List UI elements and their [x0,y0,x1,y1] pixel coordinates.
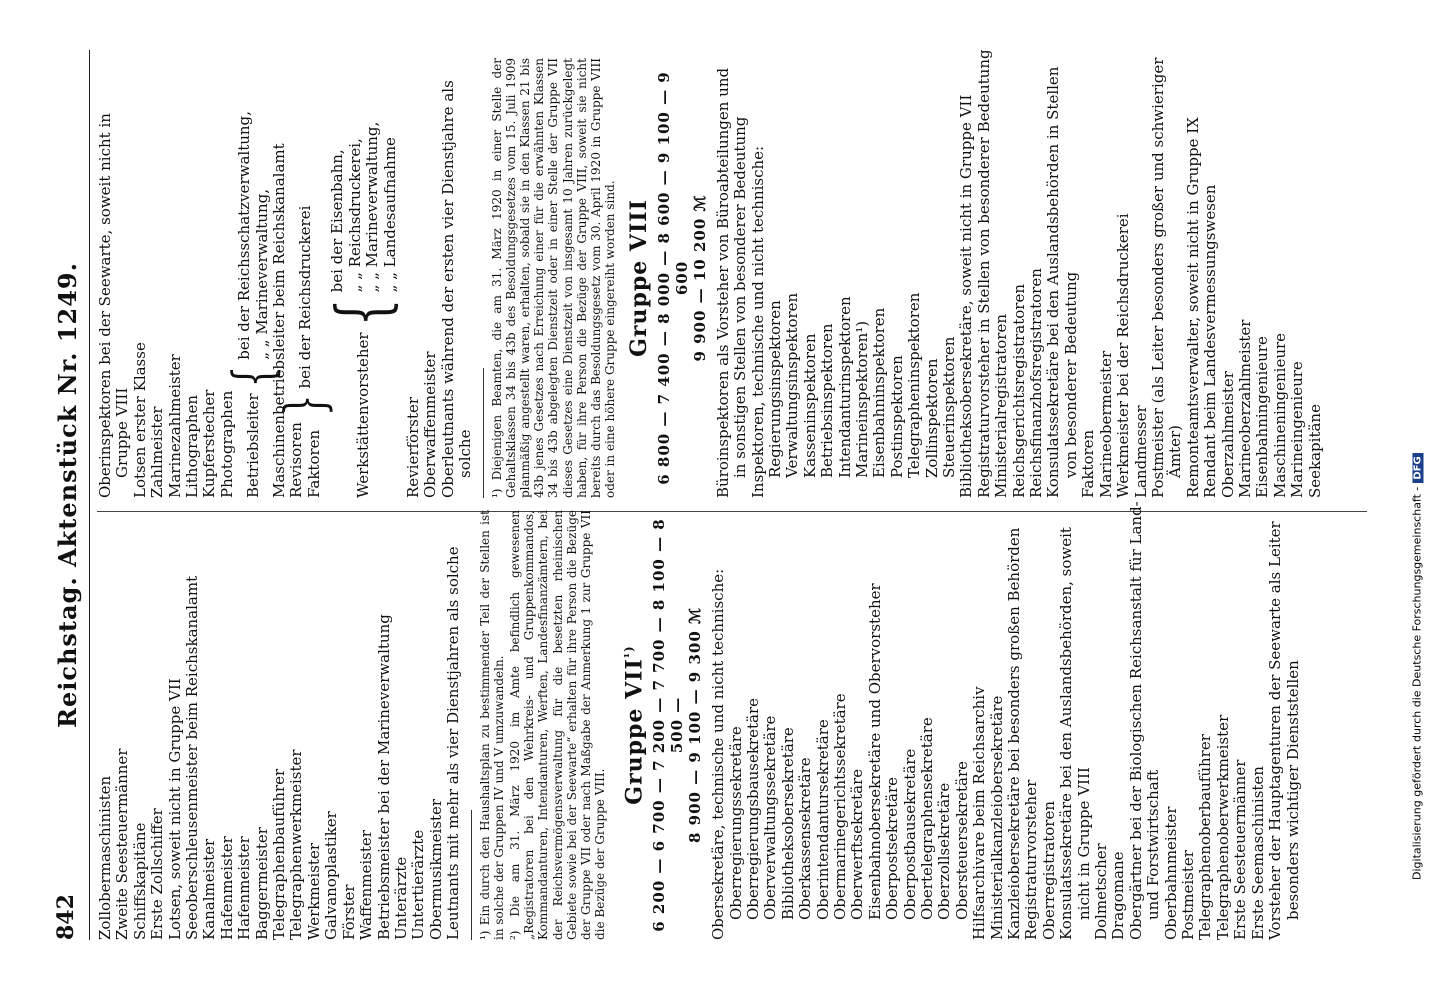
list-item: Remonteamtsverwalter, soweit nicht in Gruppe IX [1183,117,1202,498]
list-item: Obermusikmeister [426,798,445,940]
list-item: Dolmetscher [1092,843,1111,940]
list-item: Telegraphenoberbauführer [1196,734,1215,940]
list-item: Oberpostsekretäre [883,776,902,920]
list-item: Lotsen erster Klasse [130,342,149,498]
list-item: Oberregierungsbausekretäre [743,698,762,920]
betriebsleiter-items [236,111,271,360]
list-item: Marineinspektoren¹) [853,320,872,478]
salary-scale: 8 900 — 9 100 — 9 300 ℳ [686,606,705,844]
salary-scale: 6 200 — 6 700 — 7 200 — 7 700 — 8 100 — 8 500 — [650,518,687,932]
list-item: „ „ Marineverwaltung, [252,189,271,360]
list-item: Unterärzte [391,856,410,940]
group-title: Gruppe VIII [626,199,653,357]
group-footnote-marker: ¹) [622,645,637,659]
list-item: nicht in Gruppe VIII [1074,767,1093,920]
list-item: Faktoren [304,429,323,498]
list-item: Obermarinegerichtssekretäre [830,693,849,920]
side-credit-text [1411,120,1424,880]
list-item: Ministerialkanzleiobersekretäre [987,695,1006,940]
list-item: Maschinenbetriebsleiter beim Reichskanalamt [270,143,289,498]
list-item: „ „ Marineverwaltung, [363,121,382,293]
list-item: Lithographen [183,395,202,498]
list-item: Postmeister (als Leiter besonders großer und schwieriger [1148,57,1167,498]
footnote: ¹) Diejenigen Beamten, die am 31. März 1920 in einer Stelle der Gehaltsklassen 34 bis 43b des Besoldungsgesetzes vom 15. Juli 1909 planmäßig angestellt waren, erhalten, sobald sie in den Klassen 21 bis 43b jenes Gesetzes nach Erreichung einer für die erwähnten Klassen 34 bis 43b abgelegten Dienstzeit oder in einer Stelle der Gruppe VII dieses Gesetzes eine Dienstzeit von insgesamt 10 Jahren zurückgelegt haben, für ihre Person die Bezüge der Gruppe VIII, soweit sie nicht bereits durch das Besoldungsgesetz vom 30. April 1920 in Gruppe VIII oder in eine höhere Gruppe eingereiht worden sind. [489,58,618,498]
list-item: Oberkassensekretäre [796,757,815,920]
list-item: und Forstwirtschaft [1144,769,1163,920]
list-item: von besonderer Bedeutung [1061,271,1080,478]
list-item: Oberregierungssekretäre [726,726,745,920]
list-item: Bibliotheksobersekretäre, soweit nicht in Gruppe VII [957,94,976,498]
footnote-rule [483,368,484,498]
page-header [53,50,87,940]
list-item: „ „ Reichsdruckerei, [345,138,364,293]
footnote: ²) Die am 31. März 1920 im Amte befindlich gewesenen „Registratoren bei den Wehrkreis- und Gruppenkommandos, Kommandanturen, Intendanturen, Werften, Landesfinanzämtern, bei der Reichsvermögensverwaltung für die besetzten rheinischen Gebiete sowie bei der Seewarte“ erhalten für ihre Person die Bezüge der Gruppe VII oder nach Maßgabe der Anmerkung 1 zur Gruppe VII die Bezüge der Gruppe VIII. [507,510,608,940]
list-item: Telegrapheninspektoren [905,292,924,478]
list-item: Erste Seemaschinisten [1248,766,1267,940]
footnote-rule [471,810,472,940]
list-item: Telegraphenbauführer [270,768,289,940]
list-item: Marineingenieure [1288,361,1307,498]
list-item: bei der Reichsschatzverwaltung, [235,111,254,360]
group-title: Gruppe VII [621,658,648,805]
list-item: Eisenbahningenieure [1253,336,1272,498]
list-item: Oberbahnmeister [1161,806,1180,940]
list-item: Oberleutnants während der ersten vier Dienstjahre als [438,80,457,498]
salary-scale: 9 900 — 10 200 ℳ [690,194,709,362]
list-item: Eisenbahninspektoren [870,307,889,478]
list-item: Waffenmeister [357,830,376,940]
list-item: Leutnants mit mehr als vier Dienstjahren als solche [444,546,463,940]
credit-text: Digitalisierung gefördert durch die Deutsche Forschungsgemeinschaft - [1410,486,1424,880]
dfg-logo: DFG [1413,453,1424,482]
list-item: solche [456,429,475,478]
list-item: Kupferstecher [200,389,219,498]
list-item: Untertierärzte [409,829,428,940]
salary-scale: 6 800 — 7 400 — 8 000 — 8 600 — 9 100 — 9 600 [654,71,691,485]
list-item: Hilfsarchivare beim Reichsarchiv [970,686,989,940]
list-item: Oberinspektoren bei der Seewarte, soweit nicht in [96,113,114,498]
list-item: Registraturvorsteher [1022,779,1041,940]
list-item: „ „ Landesaufnahme [380,137,399,293]
list-item: Faktoren [1079,429,1098,498]
list-item: bei der Eisenbahn, [328,149,347,293]
list-item: Obersteuersekretäre [952,761,971,920]
list-item: Zollinspektoren [922,358,941,478]
werkstatt-items [329,122,399,293]
list-item: Telegraphenwerkmeister [287,749,306,940]
right-column [96,49,1324,498]
footnote: ¹) Ein durch den Haushaltsplan zu bestimmender Teil der Stellen ist in solche der Gruppen IV und V umzuwandeln. [477,510,506,940]
list-item: Ministerialregistratoren [992,314,1011,498]
list-item: Zollobermaschinisten [96,775,114,940]
group-heading [621,510,648,940]
list-item: Bibliotheksobersekretäre [778,727,797,920]
list-item: Dragomane [1109,851,1128,940]
list-item: Marinezahlmeister [165,354,184,498]
side-credit [1406,0,1428,1000]
list-item: Postmeister [1179,850,1198,940]
list-item: Vorsteher der Hauptagenturen der Seewarte als Leiter [1266,521,1285,940]
list-item: Revierförster [403,396,422,498]
list-item: Regierungsinspektoren [765,300,784,478]
list-item: Obertelegraphensekretäre [917,717,936,920]
brace-glyph: { [322,298,405,327]
list-item: Hafenmeister [235,836,254,940]
list-item: Reichsgerichtsregistratoren [1009,283,1028,498]
werkstatt-group [322,58,405,498]
list-item: in sonstigen Stellen von besonderer Bedeutung [731,116,750,478]
list-item: Photographen [217,390,236,498]
list-item: Seeoberschleusenmeister beim Reichskanalamt [183,575,202,940]
list-item: Werkmeister [304,842,323,940]
list-item: Landmesser [1131,405,1150,498]
list-item: Seekapitäne [1305,404,1324,498]
revisoren-suffix: bei der Reichsdruckerei [296,205,315,389]
rotated-page [37,30,1397,970]
list-item: Büroinspektoren als Vorsteher von Büroabteilungen und [713,67,732,498]
list-item: Reichsfinanzhofsregistratoren [1027,268,1046,498]
list-item: besonders wichtiger Dienststellen [1283,660,1302,920]
list-item: Lotsen, soweit nicht in Gruppe VII [165,678,184,940]
list-item: Schiffskapitäne [130,822,149,940]
list-item: Gruppe VIII [113,387,132,478]
list-item: Erste Zollschiffer [148,808,167,940]
list-item: Registraturvorsteher in Stellen von besonderer Bedeutung [974,49,993,498]
list-item: Konsulatssekretäre bei den Auslandsbehörden in Stellen [1044,66,1063,498]
list-item: Kanzleiobersekretäre bei besonders großen Behörden [1005,527,1023,940]
list-item: Revisoren [287,422,306,498]
list-item: Marineobermeister [1096,350,1115,498]
list-item: Kasseninspektoren [800,333,819,478]
list-item: Erste Seesteuermänner [1231,759,1250,940]
list-item: Ämter) [1166,425,1185,478]
list-item: Intendanturinspektoren [835,296,854,478]
list-item: Baggermeister [252,827,271,940]
list-item: Obergärtner bei der Biologischen Reichsanstalt für Land- [1126,501,1145,940]
list-item: Eisenbahnobersekretäre und Obervorsteher [865,583,884,920]
brace-glyph: { [221,365,286,388]
header-rule [89,50,90,940]
list-item: Oberwerftsekretäre [848,768,867,920]
page-number: 842 [53,894,79,940]
brace-glyph: } [273,394,338,417]
list-item: Zahlmeister [148,406,167,498]
list-item: Werkmeister bei der Reichsdruckerei [1114,213,1133,498]
list-item: Marineoberzahlmeister [1235,319,1254,498]
list-item: Rendant beim Landesvermessungswesen [1201,184,1220,498]
list-item: Oberwaffenmeister [421,351,440,498]
page-title: Reichstag. Aktenstück Nr. 1249. [53,262,82,728]
list-item: Oberregistratoren [1039,801,1058,940]
list-item: Galvanoplastiker [322,811,341,940]
list-item: Oberzahlmeister [1218,371,1237,498]
list-item: Hafenmeister [217,836,236,940]
betriebsleiter-label: Betriebsleiter [243,393,262,498]
list-item: Postinspektoren [887,355,906,478]
list-item: Kanalmeister [200,838,219,940]
list-item: Konsulatssekretäre bei den Auslandsbehörden, soweit [1057,527,1076,940]
list-item: Maschineningenieure [1270,332,1289,498]
list-item: Obersekretäre, technische und nicht technische: [709,568,728,940]
list-item: Zweite Seesteuermänner [113,748,132,940]
list-item: Oberpostbausekretäre [900,748,919,920]
list-item: Betriebsinspektoren [818,323,837,478]
list-item: Betriebsmeister bei der Marineverwaltung [374,614,393,940]
list-item: Förster [339,884,358,940]
list-item: Steuerinspektoren [940,336,959,478]
left-column [96,501,1302,940]
list-item: Oberverwaltungssekretäre [761,715,780,920]
list-item: Telegraphenoberwerkmeister [1213,714,1232,940]
list-item: Inspektoren, technische und nicht technische: [748,145,767,498]
werkstatt-label: Werkstättenvorsteher [354,332,373,498]
revisoren-labels [288,422,323,498]
list-item: Oberzollsekretäre [935,782,954,920]
list-item: Verwaltungsinspektoren [783,292,802,478]
list-item: Oberintendantursekretäre [813,719,832,920]
